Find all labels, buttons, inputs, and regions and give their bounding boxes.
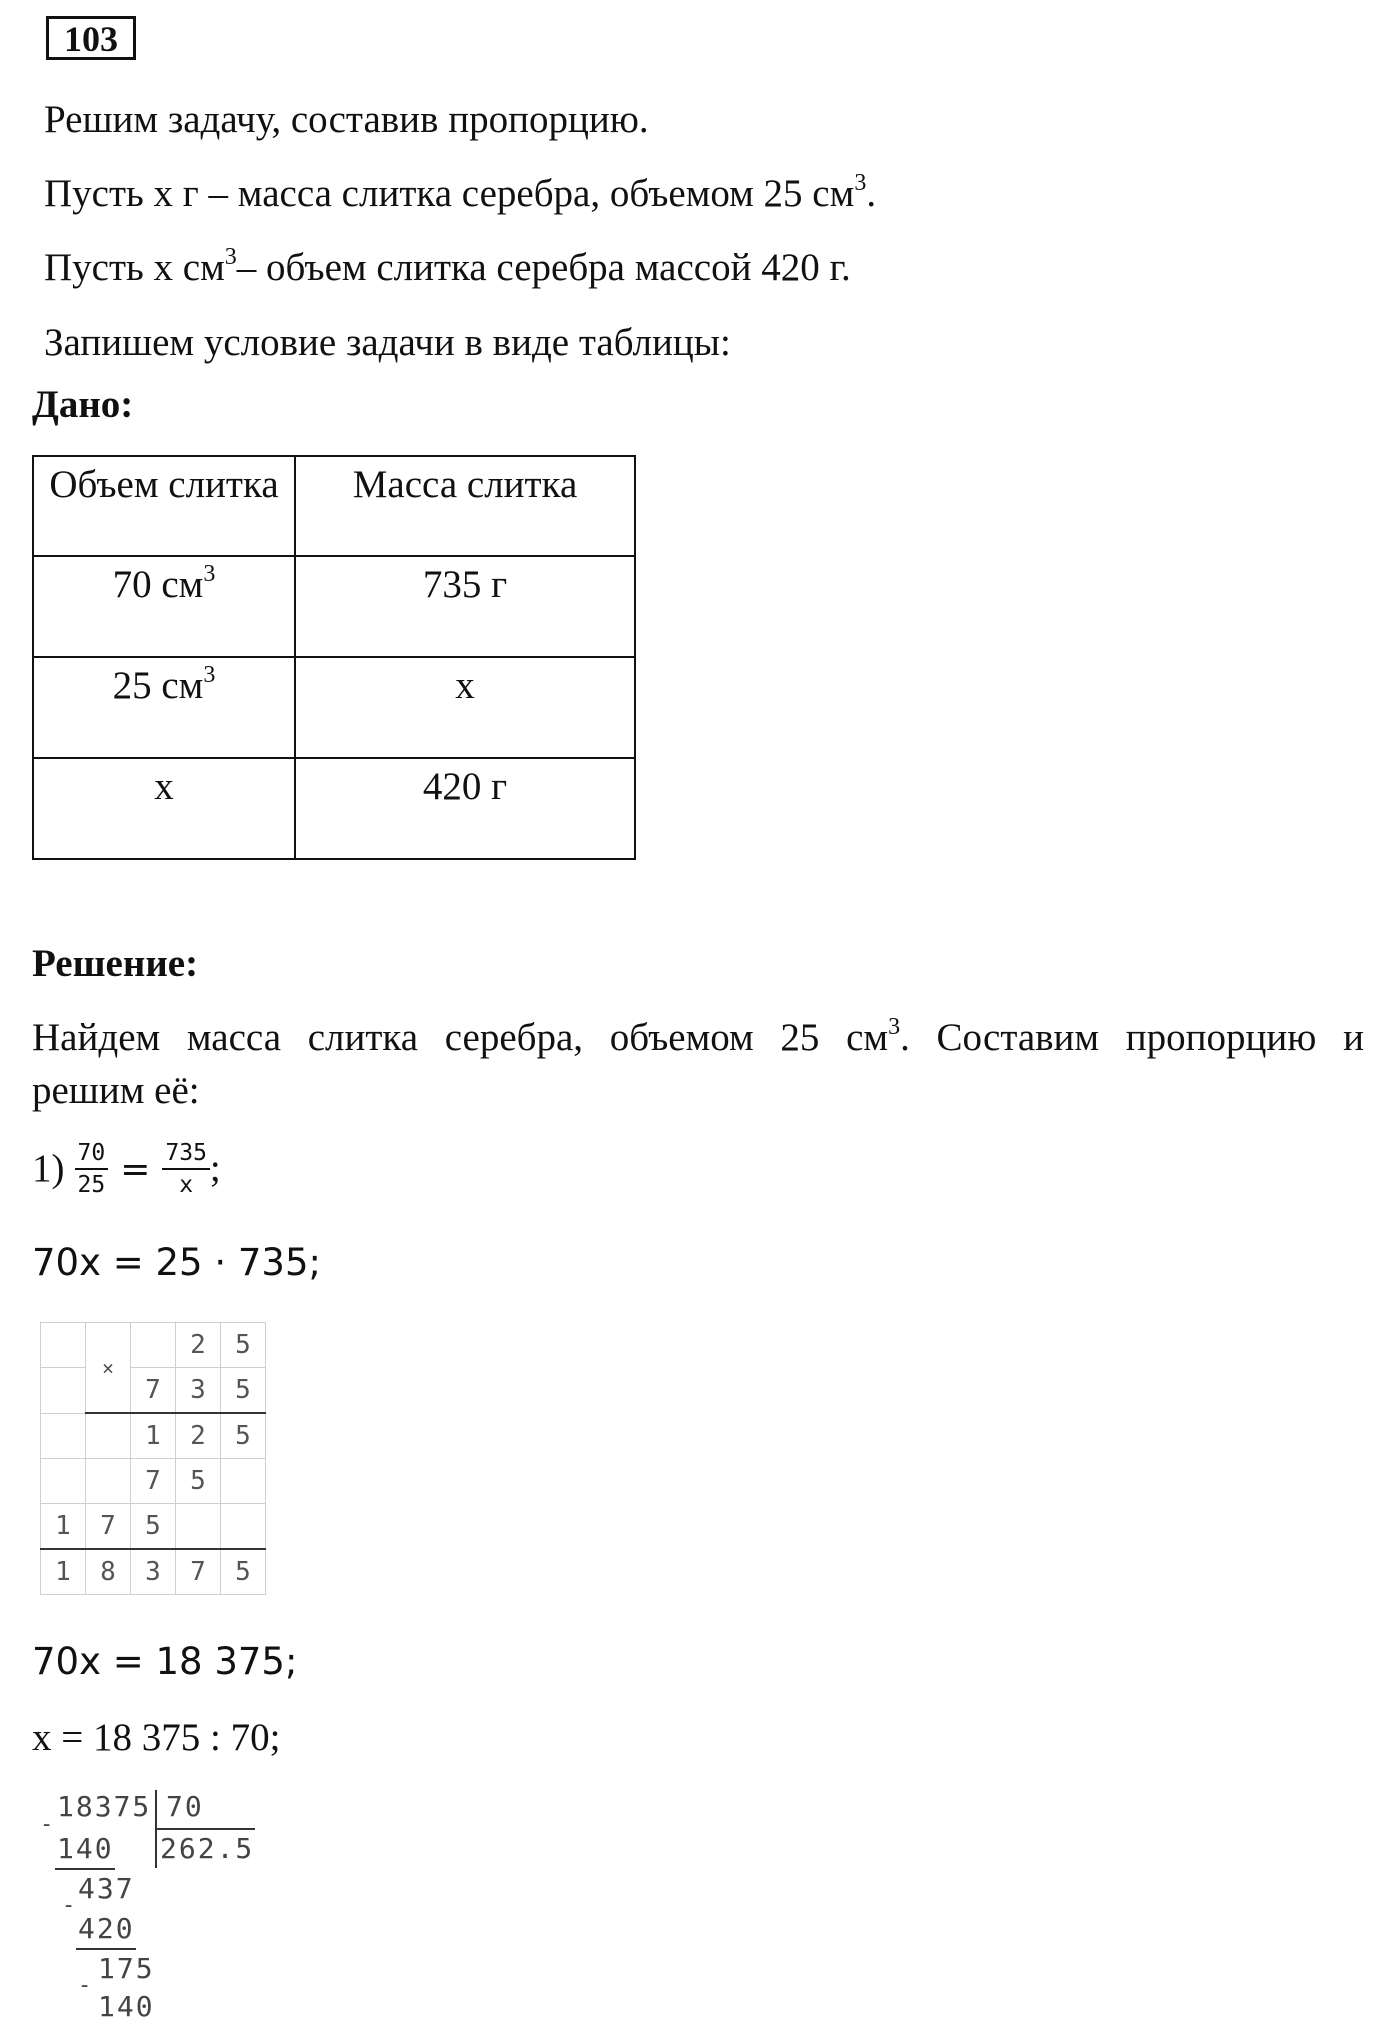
header-volume: Объем слитка bbox=[33, 456, 295, 556]
quotient: 262.5 bbox=[160, 1832, 255, 1865]
equation-3: x = 18 375 : 70; bbox=[32, 1716, 281, 1759]
grid-cell bbox=[176, 1504, 221, 1550]
problem-number: 103 bbox=[46, 16, 136, 60]
step-label: 1) bbox=[32, 1147, 65, 1191]
cell-volume-text: 25 см bbox=[112, 664, 204, 707]
grid-cell: 5 bbox=[221, 1549, 266, 1595]
grid-cell bbox=[41, 1413, 86, 1459]
intro-line-1: Решим задачу, составив пропорцию. bbox=[44, 98, 649, 141]
grid-cell: 3 bbox=[131, 1549, 176, 1595]
equals-sign: = bbox=[120, 1148, 151, 1190]
grid-cell: 7 bbox=[176, 1549, 221, 1595]
grid-cell bbox=[221, 1459, 266, 1504]
intro-line-3 bbox=[44, 246, 851, 291]
fraction-left bbox=[75, 1140, 109, 1199]
equation-2: 70x = 18 375; bbox=[32, 1640, 298, 1683]
fraction-right bbox=[162, 1140, 210, 1199]
cell-mass: x bbox=[295, 657, 635, 758]
fraction-numerator: 735 bbox=[162, 1140, 210, 1170]
proportion bbox=[32, 1140, 221, 1199]
intro-line-2 bbox=[44, 172, 876, 217]
given-heading: Дано: bbox=[32, 383, 134, 426]
header-mass: Масса слитка bbox=[295, 456, 635, 556]
superscript: 3 bbox=[203, 561, 216, 587]
grid-cell: 1 bbox=[41, 1549, 86, 1595]
superscript: 3 bbox=[888, 1014, 901, 1040]
solution-paragraph-end: . Составим пропорцию и bbox=[900, 1016, 1364, 1059]
grid-cell: 5 bbox=[221, 1413, 266, 1459]
cell-volume bbox=[33, 758, 295, 859]
superscript: 3 bbox=[854, 170, 867, 196]
minus-sign: - bbox=[40, 1812, 56, 1837]
grid-cell bbox=[131, 1323, 176, 1368]
division-step: 175 bbox=[98, 1952, 155, 1985]
superscript: 3 bbox=[203, 662, 216, 688]
division-step: 140 bbox=[98, 1990, 155, 2023]
multiply-sign: × bbox=[86, 1323, 131, 1414]
division-underline bbox=[55, 1868, 115, 1870]
divisor: 70 bbox=[166, 1790, 204, 1823]
cell-volume-text: 70 см bbox=[112, 563, 204, 606]
grid-cell: 1 bbox=[131, 1413, 176, 1459]
division-step: 140 bbox=[57, 1832, 114, 1865]
table-row bbox=[33, 758, 635, 859]
grid-cell: 1 bbox=[41, 1504, 86, 1550]
cell-volume bbox=[33, 556, 295, 657]
intro-line-2-end: . bbox=[866, 172, 877, 215]
division-underline bbox=[76, 1948, 136, 1950]
grid-cell: 5 bbox=[131, 1504, 176, 1550]
division-step: 420 bbox=[78, 1912, 135, 1945]
dividend: 18375 bbox=[57, 1790, 152, 1823]
fraction-denominator: x bbox=[179, 1172, 194, 1199]
cell-volume-text: x bbox=[154, 765, 174, 808]
intro-line-3-end: – объем слитка серебра массой 420 г. bbox=[236, 246, 851, 289]
grid-cell bbox=[41, 1368, 86, 1414]
minus-sign: - bbox=[78, 1973, 94, 1998]
solution-paragraph-line-1 bbox=[32, 1016, 1364, 1061]
minus-sign: - bbox=[62, 1893, 78, 1918]
grid-cell: 5 bbox=[176, 1459, 221, 1504]
grid-cell bbox=[41, 1323, 86, 1368]
grid-cell: 5 bbox=[221, 1368, 266, 1414]
division-step: 437 bbox=[78, 1872, 135, 1905]
solution-paragraph-line-2: решим её: bbox=[32, 1069, 200, 1112]
grid-cell: 7 bbox=[131, 1459, 176, 1504]
grid-cell bbox=[86, 1459, 131, 1504]
grid-cell: 3 bbox=[176, 1368, 221, 1414]
cell-volume bbox=[33, 657, 295, 758]
grid-cell: 7 bbox=[86, 1504, 131, 1550]
grid-cell bbox=[41, 1459, 86, 1504]
solution-paragraph-text: Найдем масса слитка серебра, объемом 25 см bbox=[32, 1016, 889, 1059]
grid-cell: 7 bbox=[131, 1368, 176, 1414]
multiplication-grid bbox=[40, 1322, 266, 1595]
grid-cell: 5 bbox=[221, 1323, 266, 1368]
intro-line-2-text: Пусть x г – масса слитка серебра, объемом 25 см bbox=[44, 172, 855, 215]
solution-heading: Решение: bbox=[32, 942, 199, 985]
fraction-numerator: 70 bbox=[75, 1140, 109, 1170]
intro-line-4: Запишем условие задачи в виде таблицы: bbox=[44, 321, 731, 364]
grid-cell: 2 bbox=[176, 1413, 221, 1459]
superscript: 3 bbox=[224, 244, 237, 270]
table-row bbox=[33, 657, 635, 758]
cell-mass: 420 г bbox=[295, 758, 635, 859]
given-table bbox=[32, 455, 636, 860]
table-row bbox=[33, 556, 635, 657]
cell-mass: 735 г bbox=[295, 556, 635, 657]
semicolon: ; bbox=[209, 1147, 221, 1191]
grid-cell: 2 bbox=[176, 1323, 221, 1368]
equation-1: 70x = 25 · 735; bbox=[32, 1241, 321, 1284]
grid-cell bbox=[86, 1413, 131, 1459]
fraction-denominator: 25 bbox=[77, 1172, 106, 1199]
intro-line-3-text: Пусть x см bbox=[44, 246, 225, 289]
grid-cell bbox=[221, 1504, 266, 1550]
division-bracket-horizontal bbox=[155, 1828, 255, 1830]
grid-cell: 8 bbox=[86, 1549, 131, 1595]
